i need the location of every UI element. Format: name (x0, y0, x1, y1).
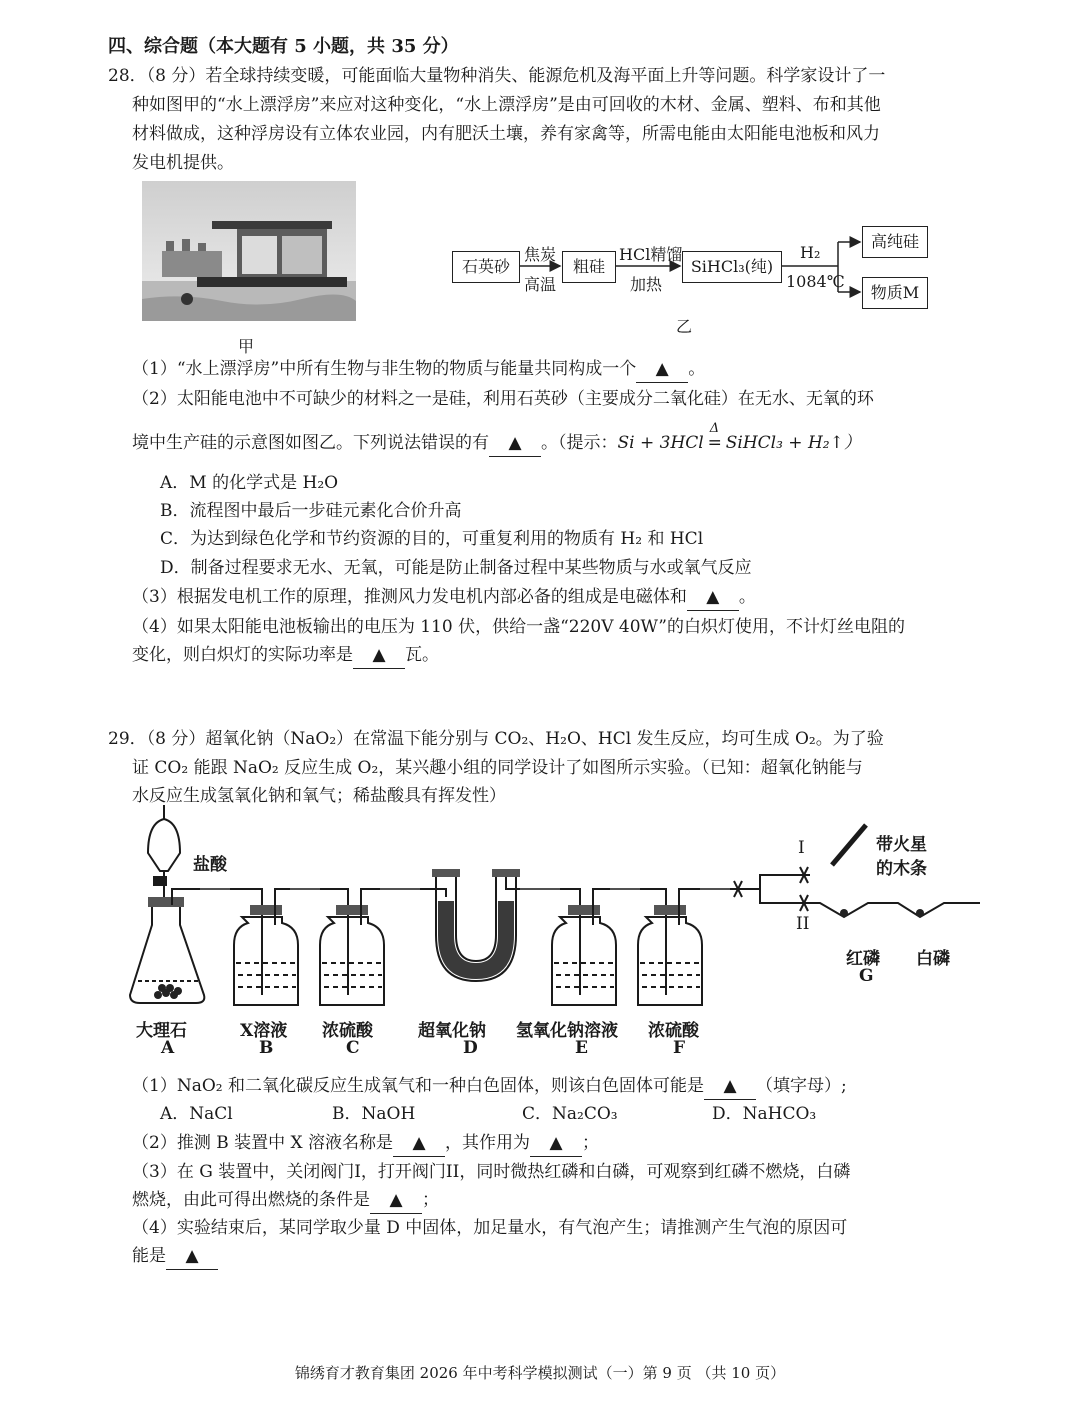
equation-left: Si + 3HCl (617, 433, 704, 453)
label-hydrochloric-acid: 盐酸 (193, 855, 227, 875)
label-valve-1: I (798, 838, 805, 858)
q29-option-a: A．NaCl (160, 1104, 233, 1124)
q28-part4-line2: 变化，则白炽灯的实际功率是 ▲ 瓦。 (132, 642, 439, 669)
q28-option-b: B．流程图中最后一步硅元素化合价升高 (160, 501, 462, 521)
q28-part1: （1）“水上漂浮房”中所有生物与非生物的物质与能量共同构成一个 ▲ 。 (132, 356, 705, 383)
answer-blank[interactable]: ▲ (530, 1130, 582, 1157)
label-b: B (259, 1038, 274, 1058)
q28-option-a: A．M 的化学式是 H₂O (160, 473, 339, 493)
q28-part2-line2: 境中生产硅的示意图如图乙。下列说法错误的有 ▲ 。（提示：Si + 3HCl Δ = SiHCl₃ + H₂↑） (132, 430, 861, 457)
flow-box-crude-silicon: 粗硅 (562, 251, 616, 283)
label-g: G (859, 966, 874, 986)
q29-option-c: C．Na₂CO₃ (522, 1104, 618, 1124)
gas-bottle-b (234, 917, 298, 1005)
flow-box-sihcl3: SiHCl₃(纯) (682, 251, 782, 283)
apparatus-diagram (120, 805, 1000, 1020)
q29-option-d: D．NaHCO₃ (712, 1104, 817, 1124)
floating-house-photo (142, 181, 356, 321)
page-footer: 锦绣育才教育集团 2026 年中考科学模拟测试（一）第 9 页 （共 10 页） (294, 1364, 786, 1382)
q28-score: （8 分） (146, 66, 206, 86)
q29-part1: （1）NaO₂ 和二氧化碳反应生成氧气和一种白色固体，则该白色固体可能是 ▲ （填字母）; (132, 1073, 847, 1100)
label-naoh-solution: 氢氧化钠溶液 (516, 1021, 618, 1041)
label-conc-sulfuric-f: 浓硫酸 (648, 1021, 699, 1041)
answer-blank[interactable]: ▲ (636, 356, 688, 383)
q29-score: （8 分） (146, 729, 206, 749)
gas-bottle-c (320, 917, 384, 1005)
q28-stem-line1: 28．（8 分）若全球持续变暖，可能面临大量物种消失、能源危机及海平面上升等问题。科学家设计了一 (108, 66, 886, 86)
q29-part3-line1: （3）在 G 装置中，关闭阀门I，打开阀门II，同时微热红磷和白磷，可观察到红磷不燃烧，白磷 (132, 1162, 851, 1182)
label-conc-sulfuric-c: 浓硫酸 (322, 1021, 373, 1041)
flow-box-pure-silicon: 高纯硅 (862, 226, 928, 258)
q29-stem-line2: 证 CO₂ 能跟 NaO₂ 反应生成 O₂，某兴趣小组的同学设计了如图所示实验。（已知：超氧化钠能与 (132, 758, 863, 778)
label-valve-2: II (796, 914, 810, 934)
equation-arrow: Δ = (707, 421, 722, 453)
q28-option-d: D．制备过程要求无水、无氧，可能是防止制备过程中某些物质与水或氧气反应 (160, 558, 752, 578)
answer-blank[interactable]: ▲ (353, 642, 405, 669)
q29-option-b: B．NaOH (332, 1104, 416, 1124)
section-title: 四、综合题（本大题有 5 小题，共 35 分） (108, 36, 459, 57)
marble-chips (154, 984, 182, 999)
answer-blank[interactable]: ▲ (370, 1187, 422, 1214)
label-f: F (673, 1038, 686, 1058)
label-a: A (161, 1038, 175, 1058)
label-c: C (346, 1038, 360, 1058)
q28-part3: （3）根据发电机工作的原理，推测风力发电机内部必备的组成是电磁体和 ▲ 。 (132, 584, 756, 611)
label-x-solution: X溶液 (240, 1021, 288, 1041)
flow-arrow3-top: H₂ (800, 243, 821, 262)
label-sodium-superoxide: 超氧化钠 (418, 1021, 486, 1041)
q28-number: 28． (108, 66, 147, 86)
sodium-superoxide-solid (438, 901, 514, 979)
combustion-tube-g (760, 889, 980, 917)
q29-part2: （2）推测 B 装置中 X 溶液名称是 ▲ ，其作用为 ▲ ； (132, 1130, 599, 1157)
flow-box-quartz-sand: 石英砂 (452, 251, 520, 283)
label-marble: 大理石 (136, 1021, 187, 1041)
figure-yi-label: 乙 (676, 317, 693, 336)
gas-bottle-f (638, 917, 702, 1005)
label-red-phosphorus: 红磷 (846, 949, 880, 969)
answer-blank[interactable]: ▲ (489, 430, 541, 457)
label-e: E (575, 1038, 588, 1058)
q28-part4-line1: （4）如果太阳能电池板输出的电压为 110 伏，供给一盏“220V 40W”的白炽灯使用，不计灯丝电阻的 (132, 617, 906, 637)
q28-option-c: C．为达到绿色化学和节约资源的目的，可重复利用的物质有 H₂ 和 HCl (160, 529, 704, 549)
flow-arrow1-bottom: 高温 (524, 275, 557, 294)
figure-jia-label: 甲 (238, 337, 255, 356)
q29-stem-line1: 29．（8 分）超氧化钠（NaO₂）在常温下能分别与 CO₂、H₂O、HCl 发生反应，均可生成 O₂。为了验 (108, 729, 884, 749)
equation-right: SiHCl₃ + H₂↑） (725, 433, 861, 453)
q29-stem-line3: 水反应生成氢氧化钠和氧气；稀盐酸具有挥发性） (132, 786, 506, 806)
gas-bottle-e (552, 917, 616, 1005)
flow-arrow2-top: HCl精馏 (619, 245, 683, 264)
separatory-funnel (148, 819, 180, 871)
q28-stem-line3: 材料做成，这种浮房设有立体农业园，内有肥沃土壤，养有家禽等，所需电能由太阳能电池板和风力 (132, 124, 880, 144)
label-d: D (463, 1038, 478, 1058)
answer-blank[interactable]: ▲ (393, 1130, 445, 1157)
q29-part4-line1: （4）实验结束后，某同学取少量 D 中固体，加足量水，有气泡产生；请推测产生气泡的原因可 (132, 1218, 848, 1238)
q29-part3-line2: 燃烧，由此可得出燃烧的条件是 ▲ ； (132, 1187, 439, 1214)
label-splint-line2: 的木条 (876, 859, 927, 879)
flow-box-substance-m: 物质M (862, 277, 928, 309)
q28-part2-line1: （2）太阳能电池中不可缺少的材料之一是硅，利用石英砂（主要成分二氧化硅）在无水、无氧的环 (132, 389, 874, 409)
flow-arrow2-bottom: 加热 (630, 275, 663, 294)
answer-blank[interactable]: ▲ (704, 1073, 756, 1100)
answer-blank[interactable]: ▲ (687, 584, 739, 611)
q29-number: 29． (108, 729, 147, 749)
q28-stem-line2: 种如图甲的“水上漂浮房”来应对这种变化，“水上漂浮房”是由可回收的木材、金属、塑料、布和其他 (132, 95, 881, 115)
label-white-phosphorus: 白磷 (916, 949, 950, 969)
q28-stem-line4: 发电机提供。 (132, 153, 234, 173)
flow-arrow1-top: 焦炭 (524, 245, 557, 264)
flow-arrow3-bottom: 1084℃ (786, 272, 845, 291)
answer-blank[interactable]: ▲ (166, 1243, 218, 1270)
q29-part4-line2: 能是 ▲ (132, 1243, 218, 1270)
label-splint-line1: 带火星 (876, 835, 927, 855)
